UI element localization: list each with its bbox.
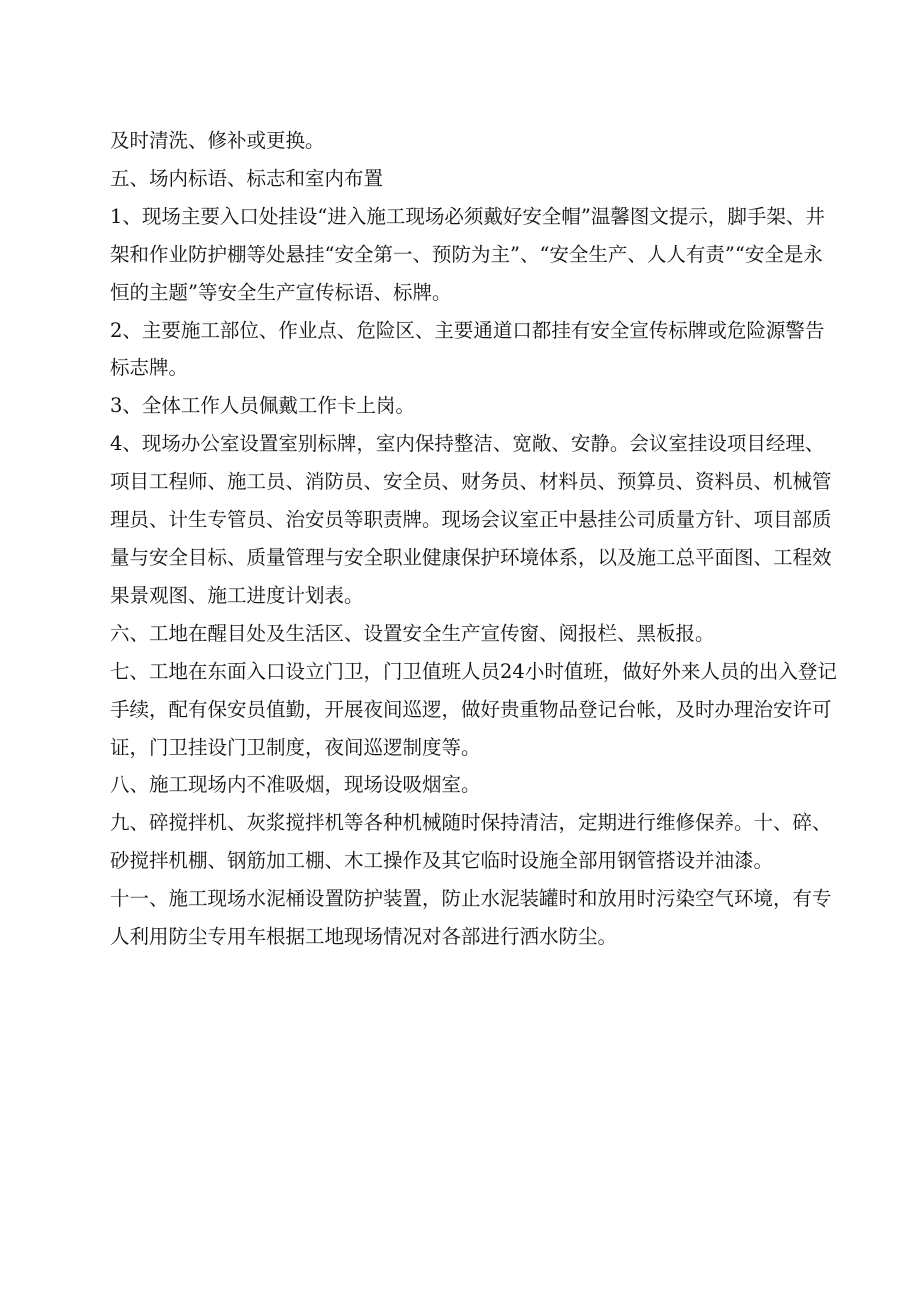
paragraph-continuation: 及时清洗、修补或更换。 xyxy=(110,129,325,152)
section-6: 六、工地在醒目处及生活区、设置安全生产宣传窗、阅报栏、黑板报。 xyxy=(110,621,715,645)
paragraph-item-2: 2、主要施工部位、作业点、危险区、主要通道口都挂有安全宣传标牌或危险源警告标志牌。 xyxy=(110,318,825,380)
section-11: 十一、施工现场水泥桶设置防护装置，防止水泥装罐时和放用时污染空气环境，有专人利用防尘专用车根据工地现场情况对各部进行洒水防尘。 xyxy=(110,887,832,949)
paragraph-item-4: 4、现场办公室设置室别标牌，室内保持整洁、宽敞、安静。会议室挂设项目经理、项目工程师、施工员、消防员、安全员、财务员、材料员、预算员、资料员、机械管理员、计生专管员、治安员等职责牌。现场会议室正中悬挂公司质量方针、项目部质量与安全目标、质量管理与安全职业健康保护环境体系，以及施工总平面图、工程效果景观图、施工进度计划表。 xyxy=(110,432,832,607)
section-8: 八、施工现场内不准吸烟，现场设吸烟室。 xyxy=(110,773,481,797)
section-9-10: 九、碎搅拌机、灰浆搅拌机等各种机械随时保持清洁，定期进行维修保养。十、碎、砂搅拌机棚、钢筋加工棚、木工操作及其它临时设施全部用钢管搭设并油漆。 xyxy=(110,811,832,873)
document-body xyxy=(110,122,840,956)
section-7: 七、工地在东面入口设立门卫，门卫值班人员24小时值班，做好外来人员的出入登记手续，配有保安员值勤，开展夜间巡逻，做好贵重物品登记台帐，及时办理治安许可证，门卫挂设门卫制度，夜间巡逻制度等。 xyxy=(110,659,837,759)
section-heading-5: 五、场内标语、标志和室内布置 xyxy=(110,166,384,190)
paragraph-item-1: 1、现场主要入口处挂设“进入施工现场必须戴好安全帽”温馨图文提示，脚手架、井架和作业防护棚等处悬挂“安全第一、预防为主”、“安全生产、人人有责”“安全是永恒的主题”等安全生产宣传标语、标牌。 xyxy=(110,204,825,304)
paragraph-item-3: 3、全体工作人员佩戴工作卡上岗。 xyxy=(110,394,415,418)
